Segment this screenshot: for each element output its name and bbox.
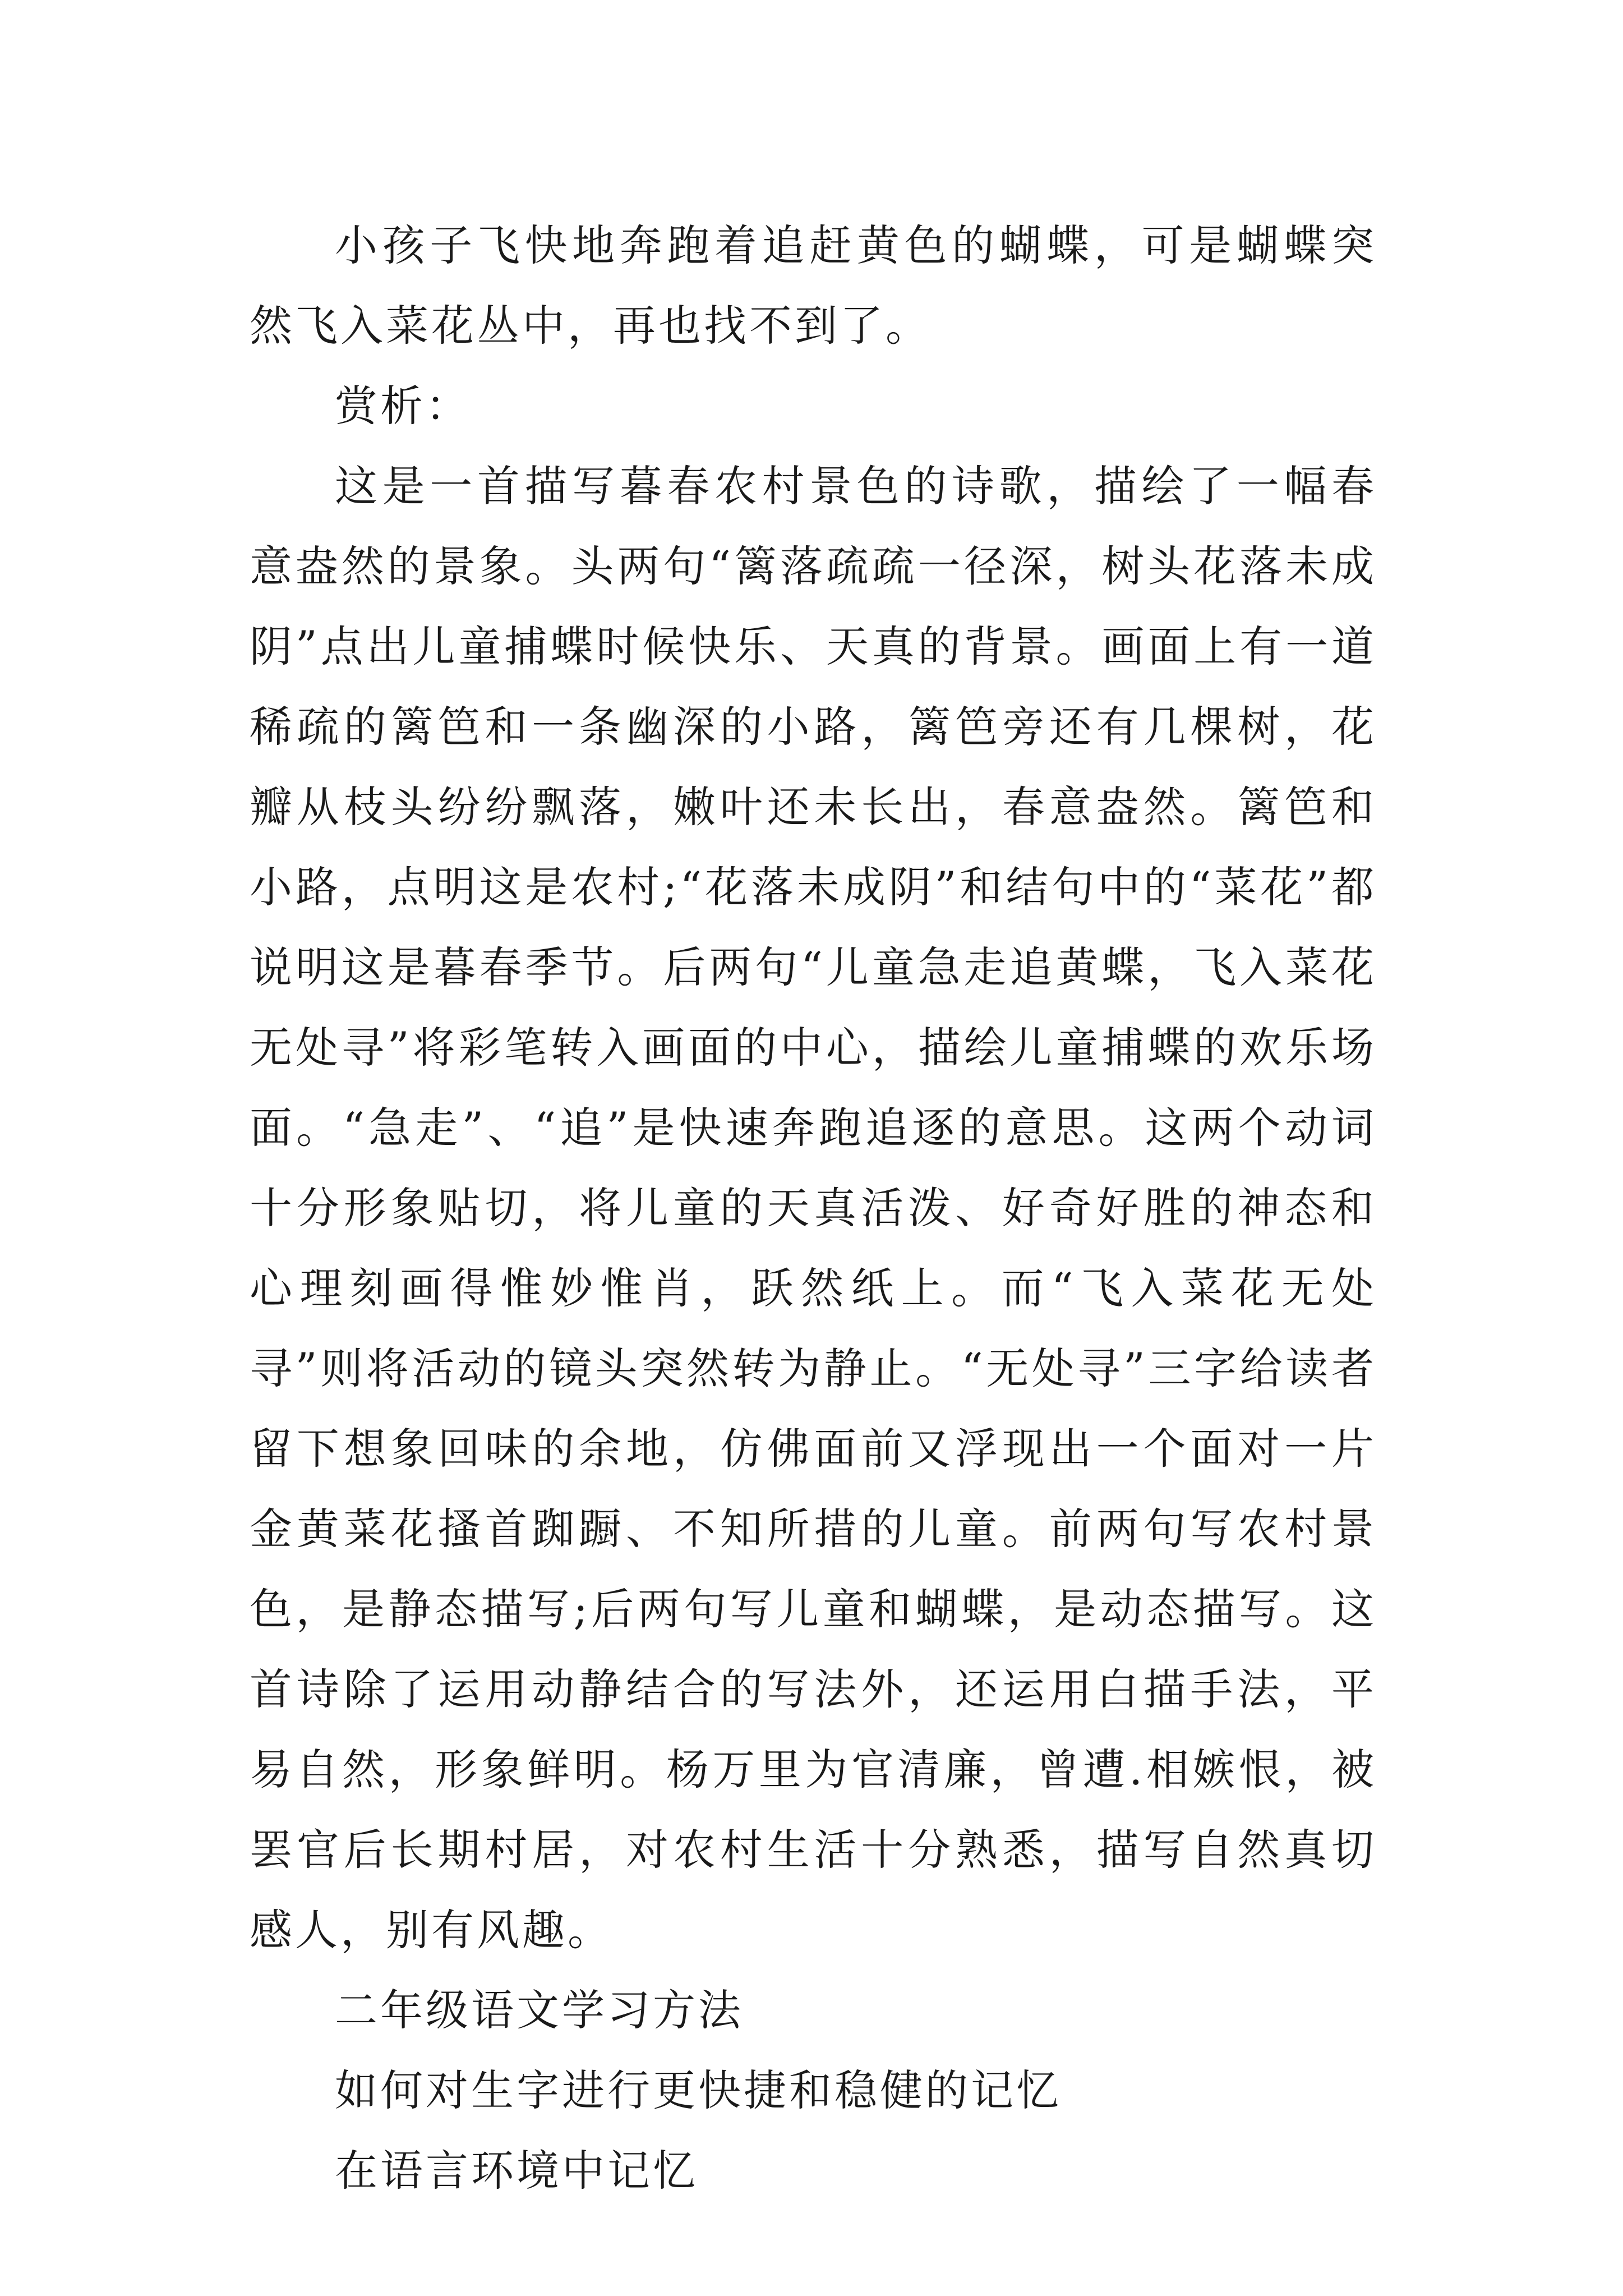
heading-memorize-characters: 如何对生字进行更快捷和稳健的记忆 bbox=[335, 2065, 1062, 2115]
paragraph-butterfly-translation: 小孩子飞快地奔跑着追赶黄色的蝴蝶，可是蝴蝶突然飞入菜花丛中，再也找不到了。 bbox=[250, 220, 1377, 351]
document-body bbox=[250, 205, 1377, 2211]
heading-study-methods: 二年级语文学习方法 bbox=[335, 1985, 744, 2035]
heading-language-context: 在语言环境中记忆 bbox=[335, 2146, 698, 2196]
paragraph-appreciation: 这是一首描写暮春农村景色的诗歌，描绘了一幅春意盎然的景象。头两句“篱落疏疏一径深，树头花落未成阴”点出儿童捕蝶时候快乐、天真的背景。画面上有一道稀疏的篱笆和一条幽深的小路，篱笆旁还有几棵树，花瓣从枝头纷纷飘落，嫩叶还未长出，春意盎然。篱笆和小路，点明这是农村;“花落未成阴”和结句中的“菜花”都说明这是暮春季节。后两句“儿童急走追黄蝶，飞入菜花无处寻”将彩笔转入画面的中心，描绘儿童捕蝶的欢乐场面。“急走”、“追”是快速奔跑追逐的意思。这两个动词十分形象贴切，将儿童的天真活泼、好奇好胜的神态和心理刻画得惟妙惟肖，跃然纸上。而“飞入菜花无处寻”则将活动的镜头突然转为静止。“无处寻”三字给读者留下想象回味的余地，仿佛面前又浮现出一个面对一片金黄菜花搔首踟蹰、不知所措的儿童。前两句写农村景色，是静态描写;后两句写儿童和蝴蝶，是动态描写。这首诗除了运用动静结合的写法外，还运用白描手法，平易自然，形象鲜明。杨万里为官清廉，曾遭.相嫉恨，被罢官后长期村居，对农村生活十分熟悉，描写自然真切感人，别有风趣。 bbox=[250, 461, 1377, 1955]
heading-appreciation: 赏析： bbox=[335, 381, 471, 431]
